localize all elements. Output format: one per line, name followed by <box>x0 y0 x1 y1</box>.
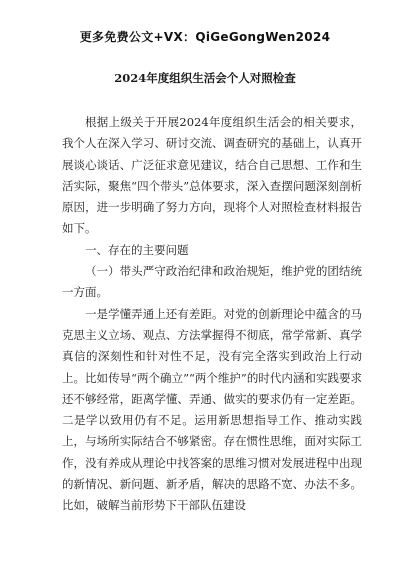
subsection-heading: （一）带头严守政治纪律和政治规矩，维护党的团结统一方面。 <box>62 264 362 300</box>
document-body <box>62 112 362 517</box>
intro-paragraph: 根据上级关于开展2024年度组织生活会的相关要求，我个人在深入学习、研讨交流、调查研究的基础上，认真开展谈心谈话、广泛征求意见建议，结合自己思想、工作和生活实际，聚焦“四个带头”总体要求，深入查摆问题深刻剖析原因，进一步明确了努力方向，现将个人对照检查材料报告如下。 <box>62 115 362 236</box>
section-heading: 一、存在的主要问题 <box>85 242 189 257</box>
watermark-header: 更多免费公文+VX：QiGeGongWen2024 <box>79 30 331 44</box>
body-paragraph: 一是学懂弄通上还有差距。对党的创新理论中蕴含的马克思主义立场、观点、方法掌握得不彻底，常学常新、真学真信的深刻性和针对性不足，没有完全落实到政治上行动上。比如传导“两个确立”“两个维护”的时代内涵和实践要求还不够经常，距离学懂、弄通、做实的要求仍有一定差距。二是学以致用仍有不足。运用新思想指导工作、推动实践上，与场所实际结合不够紧密。存在惯性思维，面对实际工作，没有养成从理论中找答案的思维习惯对发展进程中出现的新情况、新问题、新矛盾，解决的思路不宽、办法不多。比如，破解当前形势下干部队伍建设 <box>62 306 362 513</box>
document-title: 2024年度组织生活会个人对照检查 <box>114 71 296 85</box>
